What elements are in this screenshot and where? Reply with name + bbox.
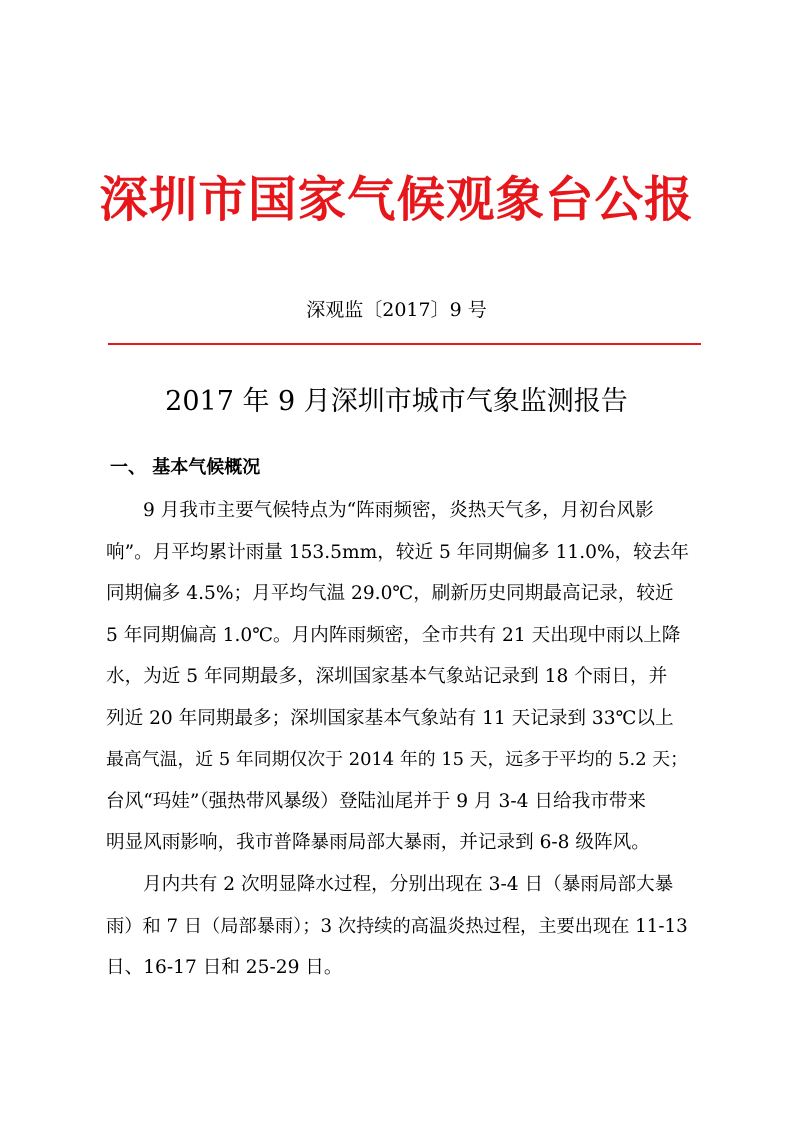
red-divider-line bbox=[108, 343, 701, 345]
paragraph-line: 响”。月平均累计雨量 153.5mm，较近 5 年同期偏多 11.0%，较去年 bbox=[106, 541, 690, 563]
paragraph-line: 日、16-17 日和 25-29 日。 bbox=[106, 957, 343, 978]
paragraph-line: 同期偏多 4.5%；月平均气温 29.0℃，刷新历史同期最高记录，较近 bbox=[106, 583, 674, 604]
section-heading: 一、 基本气候概况 bbox=[110, 457, 261, 478]
paragraph-line: 9 月我市主要气候特点为“阵雨频密，炎热天气多，月初台风影 bbox=[143, 500, 654, 521]
paragraph-line: 月内共有 2 次明显降水过程，分别出现在 3-4 日（暴雨局部大暴 bbox=[143, 874, 674, 895]
paragraph-1 bbox=[106, 490, 694, 864]
paragraph-line: 台风“玛娃”（强热带风暴级）登陆汕尾并于 9 月 3-4 日给我市带来 bbox=[106, 790, 646, 812]
document-number: 深观监〔2017〕9 号 bbox=[306, 299, 487, 321]
paragraph-2 bbox=[106, 864, 694, 989]
paragraph-line: 最高气温，近 5 年同期仅次于 2014 年的 15 天，远多于平均的 5.2 天； bbox=[106, 749, 688, 770]
masthead-title: 深圳市国家气候观象台公报 bbox=[99, 171, 694, 228]
paragraph-line: 雨）和 7 日（局部暴雨）；3 次持续的高温炎热过程，主要出现在 11-13 bbox=[106, 915, 688, 937]
report-title: 2017 年 9 月深圳市城市气象监测报告 bbox=[165, 386, 628, 417]
paragraph-line: 5 年同期偏高 1.0℃。月内阵雨频密，全市共有 21 天出现中雨以上降 bbox=[106, 624, 681, 646]
paragraph-line: 水，为近 5 年同期最多，深圳国家基本气象站记录到 18 个雨日，并 bbox=[106, 666, 668, 687]
paragraph-line: 明显风雨影响，我市普降暴雨局部大暴雨，并记录到 6-8 级阵风。 bbox=[106, 832, 650, 853]
paragraph-line: 列近 20 年同期最多；深圳国家基本气象站有 11 天记录到 33℃以上 bbox=[106, 707, 674, 729]
